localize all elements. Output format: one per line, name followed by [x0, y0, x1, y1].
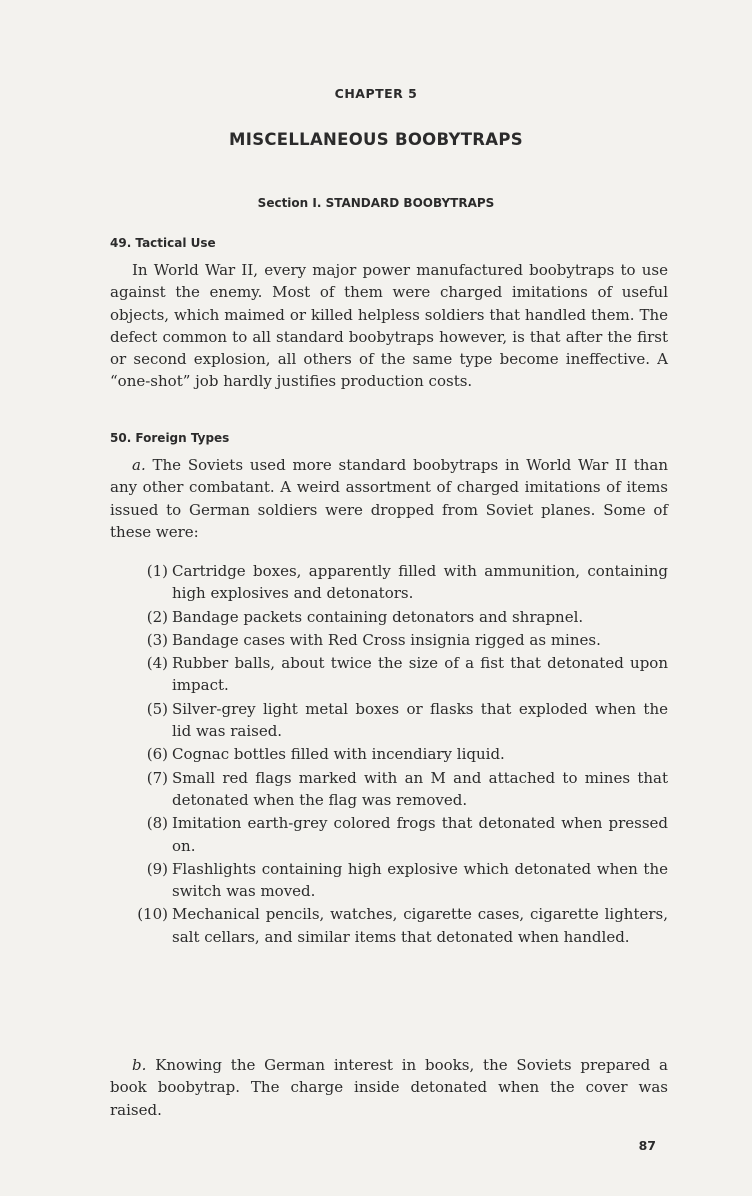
list-item	[124, 903, 668, 948]
list-item-text: Rubber balls, about twice the size of a fist that detonated upon impact.	[172, 654, 668, 695]
list-item-number: (9)	[146, 859, 168, 878]
paragraph-49-text: In World War II, every major power manufactured boobytraps to use against the enemy. Most of them were charged imitations of useful objects, which maimed or killed helpless soldiers that handled them. The defect common to all standard boobytraps however, is that after the first or second explosion, all others of the same type become ineffective. A “one-shot” job hardly justifies production costs.	[110, 261, 668, 391]
list-item-number: (7)	[146, 768, 168, 787]
paragraph-50a-text	[110, 454, 668, 543]
list-item-number: (3)	[146, 630, 168, 649]
section-title: Section I. STANDARD BOOBYTRAPS	[257, 196, 495, 210]
list-item-number: (2)	[146, 607, 168, 626]
list-item	[124, 606, 668, 628]
list-item-number: (4)	[146, 654, 168, 673]
list-item	[124, 767, 668, 812]
list-item-number: (5)	[146, 699, 168, 718]
paragraph-49-heading: 49. Tactical Use	[110, 236, 216, 250]
subparagraph-a-body: The Soviets used more standard boobytraps in World War II than any other combatant. A weird assortment of charged imitations of items issued to German soldiers were dropped from Soviet planes. Some of these were:	[110, 456, 668, 541]
subparagraph-b-label: b.	[132, 1056, 147, 1074]
list-item-text: Flashlights containing high explosive which detonated when the switch was moved.	[172, 859, 668, 901]
list-item-text: Cognac bottles filled with incendiary liquid.	[172, 745, 505, 764]
soviet-boobytrap-list	[124, 560, 668, 949]
list-item-text: Imitation earth-grey colored frogs that detonated when pressed on.	[172, 814, 668, 855]
list-item-number: (6)	[146, 745, 168, 764]
subparagraph-a-label: a.	[132, 456, 146, 474]
subparagraph-b-body: Knowing the German interest in books, the Soviets prepared a book boobytrap. The charge inside detonated when the cover was raised.	[110, 1056, 668, 1119]
list-item	[124, 652, 668, 697]
chapter-title: MISCELLANEOUS BOOBYTRAPS	[229, 130, 523, 149]
chapter-label: CHAPTER 5	[334, 86, 418, 101]
list-item-text: Small red flags marked with an M and attached to mines that detonated when the flag was removed.	[172, 768, 668, 809]
list-item	[124, 629, 668, 651]
list-item	[124, 698, 668, 743]
list-item	[124, 812, 668, 857]
list-item	[124, 743, 668, 765]
list-item	[124, 560, 668, 605]
list-item-text: Bandage cases with Red Cross insignia rigged as mines.	[172, 630, 601, 649]
page-number: 87	[638, 1138, 656, 1153]
list-item-number: (10)	[137, 905, 168, 924]
list-item-text: Bandage packets containing detonators and shrapnel.	[172, 607, 584, 626]
list-item-text: Mechanical pencils, watches, cigarette cases, cigarette lighters, salt cellars, and similar items that detonated when handled.	[172, 905, 668, 946]
paragraph-50b-text	[110, 1054, 668, 1121]
list-item-number: (1)	[146, 562, 168, 580]
list-item	[124, 858, 668, 903]
list-item-text: Silver-grey light metal boxes or flasks that exploded when the lid was raised.	[172, 699, 668, 741]
paragraph-50-heading: 50. Foreign Types	[110, 431, 230, 445]
list-item-text: Cartridge boxes, apparently filled with ammunition, containing high explosives and detonators.	[172, 562, 668, 603]
list-item-number: (8)	[146, 814, 168, 833]
